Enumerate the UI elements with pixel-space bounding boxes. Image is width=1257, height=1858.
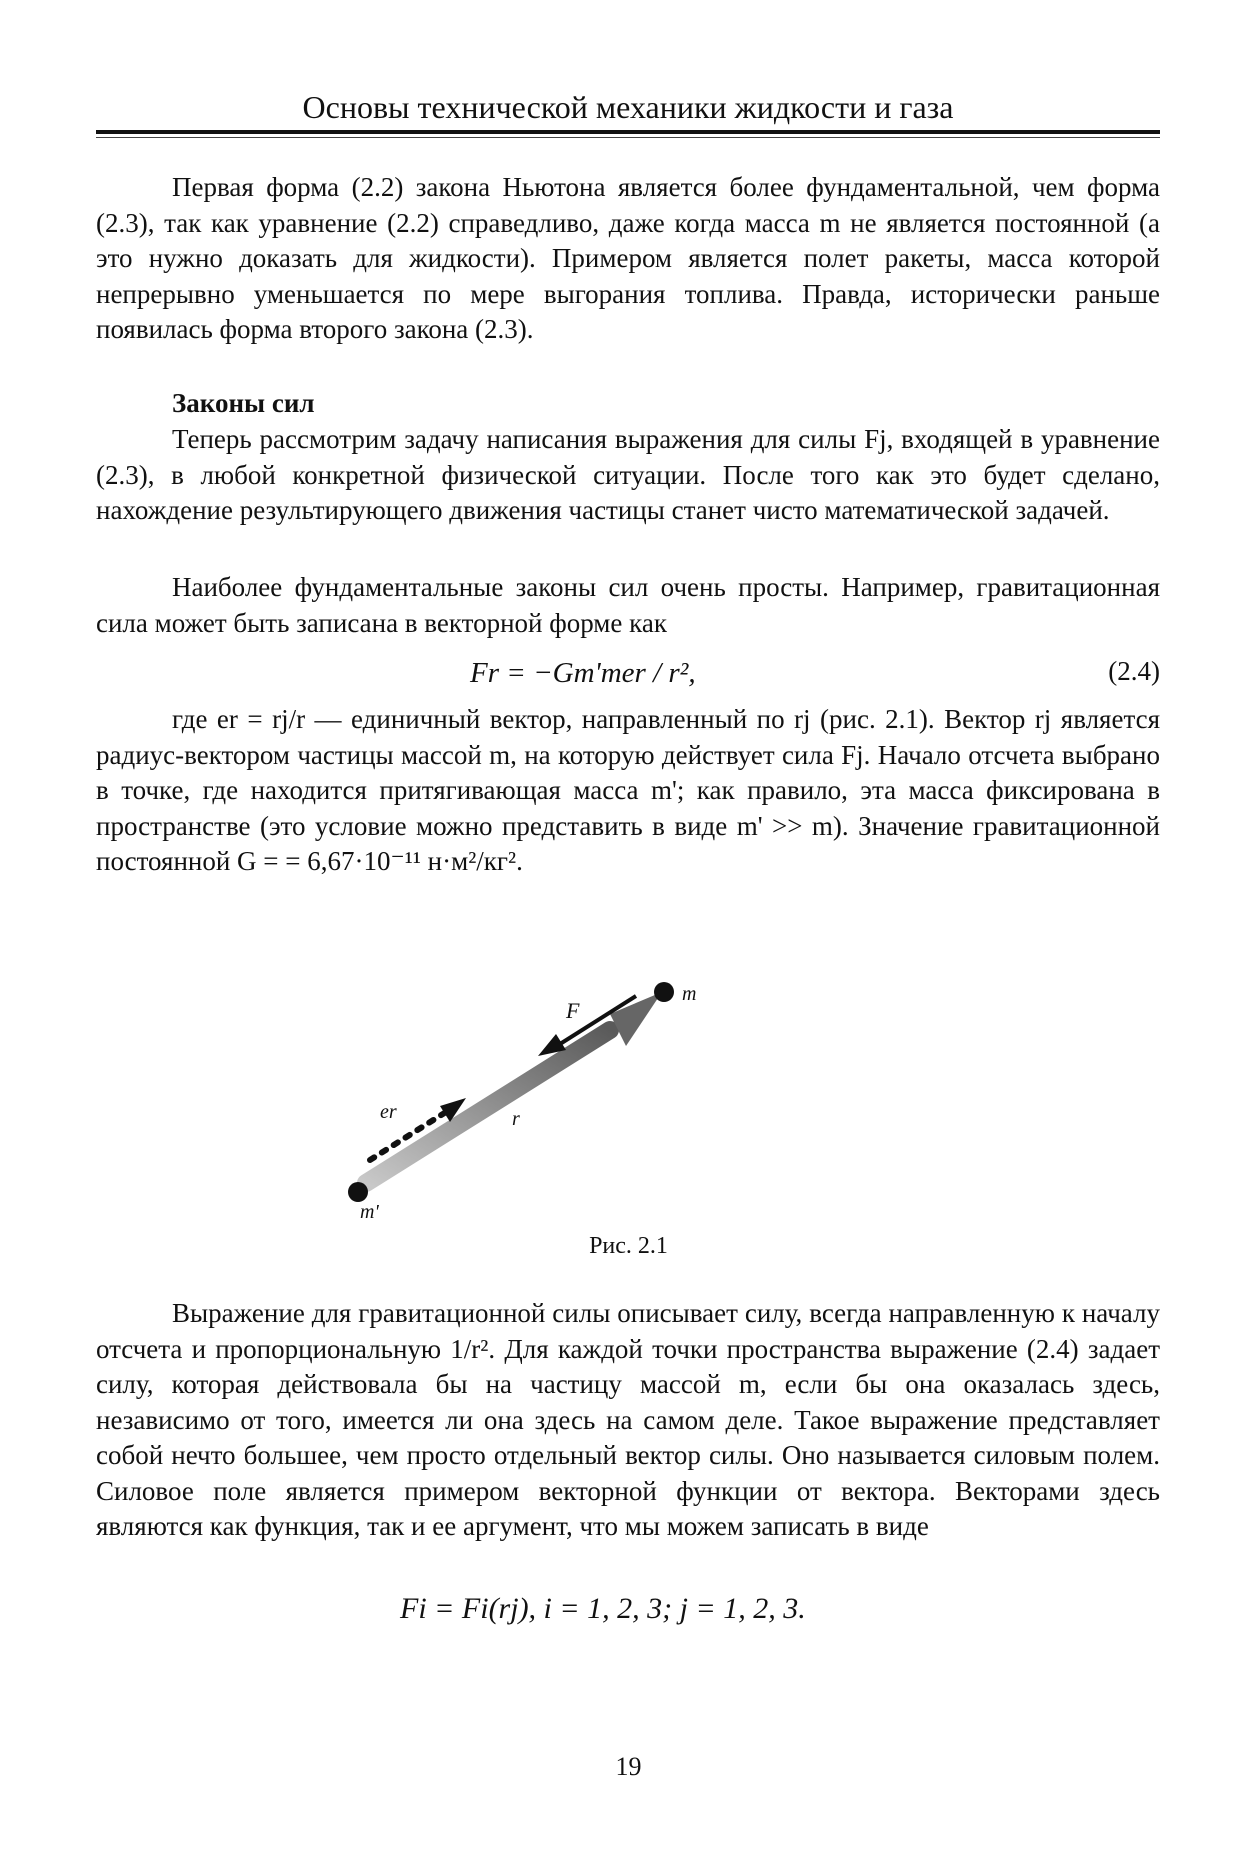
equation-2-4: Fr = −Gm'mer / r², [470, 657, 696, 689]
equation-number: (2.4) [1108, 656, 1160, 686]
page-number: 19 [615, 1752, 642, 1781]
figure-2-1 [360, 928, 860, 1223]
radius-vector-head [610, 992, 662, 1046]
label-m-prime: m' [360, 1201, 379, 1223]
label-F: F [566, 998, 580, 1023]
label-r: r [512, 1108, 520, 1130]
section-title: Законы сил [172, 388, 315, 418]
label-m: m [682, 983, 697, 1005]
radius-vector [366, 1030, 610, 1183]
mass-m-dot [654, 982, 674, 1002]
paragraph-5 [96, 1296, 1160, 1545]
label-er: er [380, 1101, 397, 1123]
paragraph-4-text: где er = rj/r — единичный вектор, направленный по rj (рис. 2.1). Вектор rj является радиус-вектором частицы массой m, на которую действует сила Fj. Начало отсчета выбрано в точке, где находится притягивающая масса m'; как правило, эта масса фиксирована в пространстве (это условие можно представить в виде m' >> m). Значение гравитационной постоянной G = = 6,67·10⁻¹¹ н·м²/кг². [96, 704, 1160, 876]
paragraph-3-text: Наиболее фундаментальные законы сил очень просты. Например, гравитационная сила может быть записана в векторной форме как [96, 572, 1160, 638]
paragraph-1 [96, 170, 1160, 348]
paragraph-5-text: Выражение для гравитационной силы описывает силу, всегда направленную к началу отсчета и пропорциональную 1/r². Для каждой точки пространства выражение (2.4) задает силу, которая действовала бы на частицу массой m, если бы она оказалась здесь, независимо от того, имеется ли она здесь на самом деле. Такое выражение представляет собой нечто большее, чем просто отдельный вектор силы. Оно называется силовым полем. Силовое поле является примером векторной функции от вектора. Векторами здесь являются как функция, так и ее аргумент, что мы можем записать в виде [96, 1298, 1160, 1541]
paragraph-2-text: Теперь рассмотрим задачу написания выражения для силы Fj, входящей в уравнение (2.3), в любой конкретной физической ситуации. После того как это будет сделано, нахождение результирующего движения частицы станет чисто математической задачей. [96, 424, 1160, 525]
figure-caption: Рис. 2.1 [589, 1233, 668, 1259]
header-rule-thin [96, 137, 1160, 138]
paragraph-2 [96, 422, 1160, 529]
paragraph-1-text: Первая форма (2.2) закона Ньютона является более фундаментальной, чем форма (2.3), так как уравнение (2.2) справедливо, даже когда масса m не является постоянной (а это нужно доказать для жидкости). Примером является полет ракеты, масса которой непрерывно уменьшается по мере выгорания топлива. Правда, исторически раньше появилась форма второго закона (2.3). [96, 172, 1160, 344]
equation-field: Fi = Fi(rj), i = 1, 2, 3; j = 1, 2, 3. [400, 1592, 806, 1625]
paragraph-3 [96, 570, 1160, 641]
header-rule [96, 130, 1160, 134]
paragraph-4 [96, 702, 1160, 880]
mass-m-prime-dot [348, 1182, 368, 1202]
running-header: Основы технической механики жидкости и газа [302, 89, 954, 125]
